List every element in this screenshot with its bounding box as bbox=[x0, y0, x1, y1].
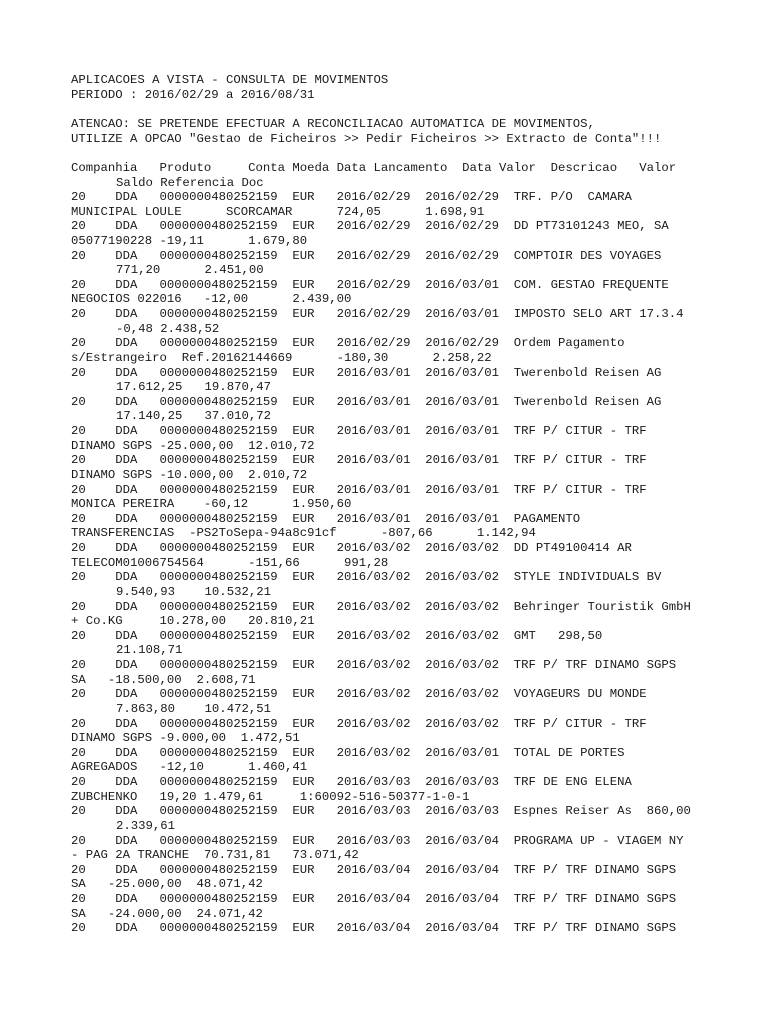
transaction-line: 20 DDA 0000000480252159 EUR 2016/03/02 2016/03/02 Behringer Touristik GmbH bbox=[71, 599, 691, 614]
transaction-line: 20 DDA 0000000480252159 EUR 2016/03/02 2016/03/01 TOTAL DE PORTES bbox=[71, 745, 625, 760]
transaction-line: 20 DDA 0000000480252159 EUR 2016/03/04 2016/03/04 TRF P/ TRF DINAMO SGPS bbox=[71, 921, 677, 936]
transaction-line-continued: MUNICIPAL LOULE SCORCAMAR 724,05 1.698,91 bbox=[71, 204, 485, 219]
report-period: PERIODO : 2016/02/29 a 2016/08/31 bbox=[71, 88, 315, 102]
transaction-line-continued: TRANSFERENCIAS -PS2ToSepa-94a8c91cf -807,66 1.142,94 bbox=[71, 526, 536, 541]
transaction-line-continued: MONICA PEREIRA -60,12 1.950,60 bbox=[71, 497, 352, 512]
transaction-line: 20 DDA 0000000480252159 EUR 2016/03/03 2016/03/03 Espnes Reiser As 860,00 bbox=[71, 804, 691, 819]
transaction-line: 20 DDA 0000000480252159 EUR 2016/02/29 2016/02/29 DD PT73101243 MEO, SA bbox=[71, 219, 669, 234]
transaction-line-continued: DINAMO SGPS -9.000,00 1.472,51 bbox=[71, 731, 300, 746]
transaction-line: 20 DDA 0000000480252159 EUR 2016/03/04 2016/03/04 TRF P/ TRF DINAMO SGPS bbox=[71, 892, 677, 906]
transaction-line-continued: DINAMO SGPS -25.000,00 12.010,72 bbox=[71, 438, 315, 453]
transaction-line: 20 DDA 0000000480252159 EUR 2016/03/03 2016/03/03 TRF DE ENG ELENA bbox=[71, 775, 632, 789]
transaction-line: 20 DDA 0000000480252159 EUR 2016/03/01 2016/03/01 Twerenbold Reisen AG bbox=[71, 394, 662, 409]
transaction-line-continued: SA -25.000,00 48.071,42 bbox=[71, 877, 263, 892]
transaction-line-continued: DINAMO SGPS -10.000,00 2.010,72 bbox=[71, 467, 308, 482]
transaction-line-continued: 17.612,25 19.870,47 bbox=[116, 380, 271, 395]
transaction-line-continued: s/Estrangeiro Ref.20162144669 -180,30 2.258,22 bbox=[71, 350, 492, 365]
notice-line-2: UTILIZE A OPCAO "Gestao de Ficheiros >> Pedir Ficheiros >> Extracto de Conta"!!! bbox=[71, 132, 662, 146]
transaction-line-continued: 771,20 2.451,00 bbox=[116, 263, 264, 278]
transaction-line: 20 DDA 0000000480252159 EUR 2016/03/01 2016/03/01 PAGAMENTO bbox=[71, 511, 581, 526]
transaction-line: 20 DDA 0000000480252159 EUR 2016/03/02 2016/03/02 TRF P/ CITUR - TRF bbox=[71, 716, 647, 731]
transaction-line: 20 DDA 0000000480252159 EUR 2016/02/29 2016/02/29 COMPTOIR DES VOYAGES bbox=[71, 248, 662, 263]
column-headers: Companhia Produto Conta Moeda Data Lancamento Data Valor Descricao Valor bbox=[71, 161, 677, 175]
transaction-line-continued: 21.108,71 bbox=[116, 643, 183, 658]
column-headers-continued: Saldo Referencia Doc bbox=[116, 176, 264, 190]
transaction-line: 20 DDA 0000000480252159 EUR 2016/03/02 2016/03/02 DD PT49100414 AR bbox=[71, 541, 632, 555]
transaction-line-continued: 2.339,61 bbox=[116, 818, 176, 833]
transaction-line: 20 DDA 0000000480252159 EUR 2016/03/02 2016/03/02 STYLE INDIVIDUALS BV bbox=[71, 570, 662, 585]
notice-line-1: ATENCAO: SE PRETENDE EFECTUAR A RECONCILIACAO AUTOMATICA DE MOVIMENTOS, bbox=[71, 117, 595, 131]
transaction-line: 20 DDA 0000000480252159 EUR 2016/02/29 2016/02/29 TRF. P/O CAMARA bbox=[71, 190, 632, 204]
report-title: APLICACOES A VISTA - CONSULTA DE MOVIMENTOS bbox=[71, 73, 389, 87]
transaction-line: 20 DDA 0000000480252159 EUR 2016/03/04 2016/03/04 TRF P/ TRF DINAMO SGPS bbox=[71, 862, 677, 877]
transaction-line-continued: ZUBCHENKO 19,20 1.479,61 1:60092-516-50377-1-0-1 bbox=[71, 789, 470, 804]
transaction-line-continued: TELECOM01006754564 -151,66 991,28 bbox=[71, 555, 389, 570]
transaction-line: 20 DDA 0000000480252159 EUR 2016/03/03 2016/03/04 PROGRAMA UP - VIAGEM NY bbox=[71, 833, 684, 848]
transaction-line-continued: NEGOCIOS 022016 -12,00 2.439,00 bbox=[71, 292, 352, 307]
transaction-line-continued: - PAG 2A TRANCHE 70.731,81 73.071,42 bbox=[71, 848, 359, 863]
transaction-line-continued: 05077190228 -19,11 1.679,80 bbox=[71, 233, 308, 248]
transaction-line: 20 DDA 0000000480252159 EUR 2016/02/29 2016/02/29 Ordem Pagamento bbox=[71, 336, 625, 351]
transaction-line-continued: 9.540,93 10.532,21 bbox=[116, 584, 271, 599]
transaction-line-continued: 7.863,80 10.472,51 bbox=[116, 701, 271, 716]
transaction-line: 20 DDA 0000000480252159 EUR 2016/03/01 2016/03/01 TRF P/ CITUR - TRF bbox=[71, 424, 647, 438]
transaction-line-continued: 17.140,25 37.010,72 bbox=[116, 409, 271, 424]
transaction-line-continued: SA -24.000,00 24.071,42 bbox=[71, 906, 263, 921]
transaction-line-continued: AGREGADOS -12,10 1.460,41 bbox=[71, 760, 308, 775]
transaction-line: 20 DDA 0000000480252159 EUR 2016/03/01 2016/03/01 TRF P/ CITUR - TRF bbox=[71, 453, 647, 468]
transaction-line-continued: + Co.KG 10.278,00 20.810,21 bbox=[71, 614, 315, 629]
transaction-line: 20 DDA 0000000480252159 EUR 2016/03/01 2016/03/01 TRF P/ CITUR - TRF bbox=[71, 482, 647, 497]
transaction-line: 20 DDA 0000000480252159 EUR 2016/03/02 2016/03/02 GMT 298,50 bbox=[71, 628, 603, 643]
transaction-line: 20 DDA 0000000480252159 EUR 2016/03/01 2016/03/01 Twerenbold Reisen AG bbox=[71, 365, 662, 380]
transaction-line-continued: -0,48 2.438,52 bbox=[116, 321, 220, 336]
transaction-line: 20 DDA 0000000480252159 EUR 2016/02/29 2016/03/01 IMPOSTO SELO ART 17.3.4 bbox=[71, 307, 684, 321]
transaction-line: 20 DDA 0000000480252159 EUR 2016/02/29 2016/03/01 COM. GESTAO FREQUENTE bbox=[71, 277, 669, 292]
transaction-line: 20 DDA 0000000480252159 EUR 2016/03/02 2016/03/02 VOYAGEURS DU MONDE bbox=[71, 687, 647, 702]
transaction-line: 20 DDA 0000000480252159 EUR 2016/03/02 2016/03/02 TRF P/ TRF DINAMO SGPS bbox=[71, 658, 677, 672]
transaction-line-continued: SA -18.500,00 2.608,71 bbox=[71, 672, 256, 687]
